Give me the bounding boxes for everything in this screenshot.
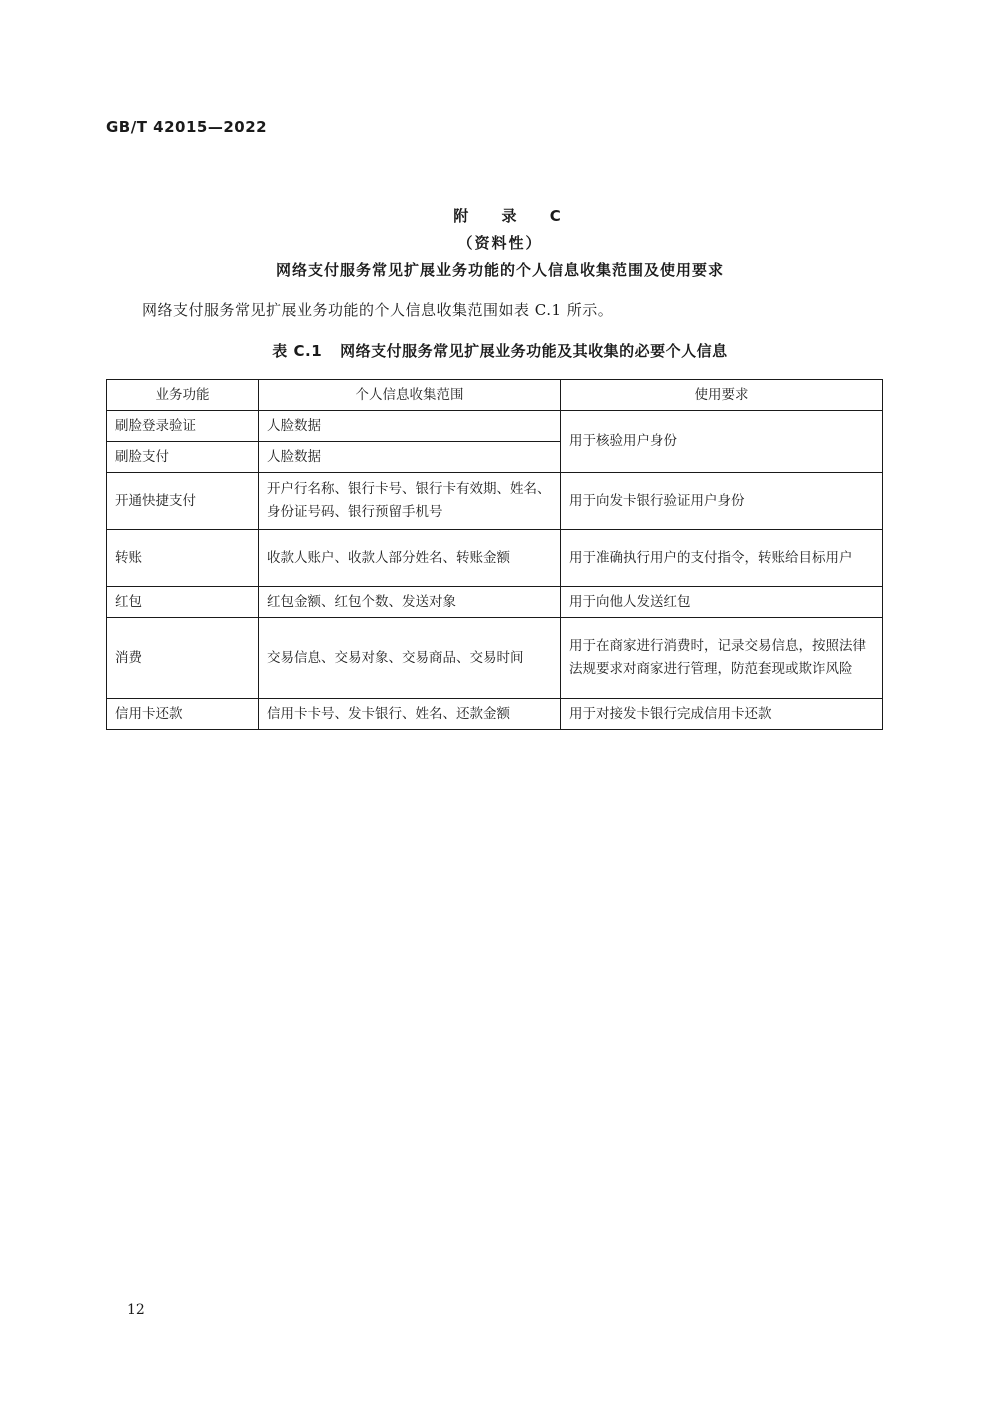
cell-scope: 开户行名称、银行卡号、银行卡有效期、姓名、身份证号码、银行预留手机号 — [259, 473, 561, 530]
cell-usage: 用于准确执行用户的支付指令，转账给目标用户 — [561, 530, 883, 587]
appendix-title: 附 录 C — [453, 207, 575, 225]
table-header-row — [107, 380, 883, 411]
table-caption-title: 网络支付服务常见扩展业务功能及其收集的必要个人信息 — [340, 342, 728, 360]
cell-scope: 红包金额、红包个数、发送对象 — [259, 587, 561, 618]
header-function: 业务功能 — [107, 380, 259, 411]
cell-function: 消费 — [107, 618, 259, 699]
intro-paragraph: 网络支付服务常见扩展业务功能的个人信息收集范围如表 C.1 所示。 — [142, 301, 614, 319]
table-row — [107, 699, 883, 730]
cell-function: 开通快捷支付 — [107, 473, 259, 530]
header-usage: 使用要求 — [561, 380, 883, 411]
cell-scope: 信用卡卡号、发卡银行、姓名、还款金额 — [259, 699, 561, 730]
table-row — [107, 411, 883, 442]
table-caption — [0, 340, 1000, 361]
appendix-subtitle: 网络支付服务常见扩展业务功能的个人信息收集范围及使用要求 — [275, 261, 724, 279]
cell-function: 红包 — [107, 587, 259, 618]
cell-function: 刷脸登录验证 — [107, 411, 259, 442]
cell-usage: 用于对接发卡银行完成信用卡还款 — [561, 699, 883, 730]
cell-scope: 人脸数据 — [259, 411, 561, 442]
cell-usage: 用于向发卡银行验证用户身份 — [561, 473, 883, 530]
table-row — [107, 473, 883, 530]
header-scope: 个人信息收集范围 — [259, 380, 561, 411]
standard-code: GB/T 42015—2022 — [106, 118, 268, 136]
cell-scope: 人脸数据 — [259, 442, 561, 473]
cell-scope: 收款人账户、收款人部分姓名、转账金额 — [259, 530, 561, 587]
cell-usage: 用于向他人发送红包 — [561, 587, 883, 618]
cell-function: 信用卡还款 — [107, 699, 259, 730]
cell-function: 刷脸支付 — [107, 442, 259, 473]
info-collection-table — [106, 379, 883, 730]
table-caption-number: 表 C.1 — [272, 342, 323, 360]
cell-scope: 交易信息、交易对象、交易商品、交易时间 — [259, 618, 561, 699]
cell-usage: 用于核验用户身份 — [561, 411, 883, 473]
appendix-type: （资料性） — [457, 234, 543, 252]
page-number: 12 — [127, 1302, 145, 1318]
cell-function: 转账 — [107, 530, 259, 587]
cell-usage: 用于在商家进行消费时，记录交易信息，按照法律法规要求对商家进行管理，防范套现或欺诈风险 — [561, 618, 883, 699]
table-row — [107, 587, 883, 618]
table-row — [107, 530, 883, 587]
table-row — [107, 618, 883, 699]
